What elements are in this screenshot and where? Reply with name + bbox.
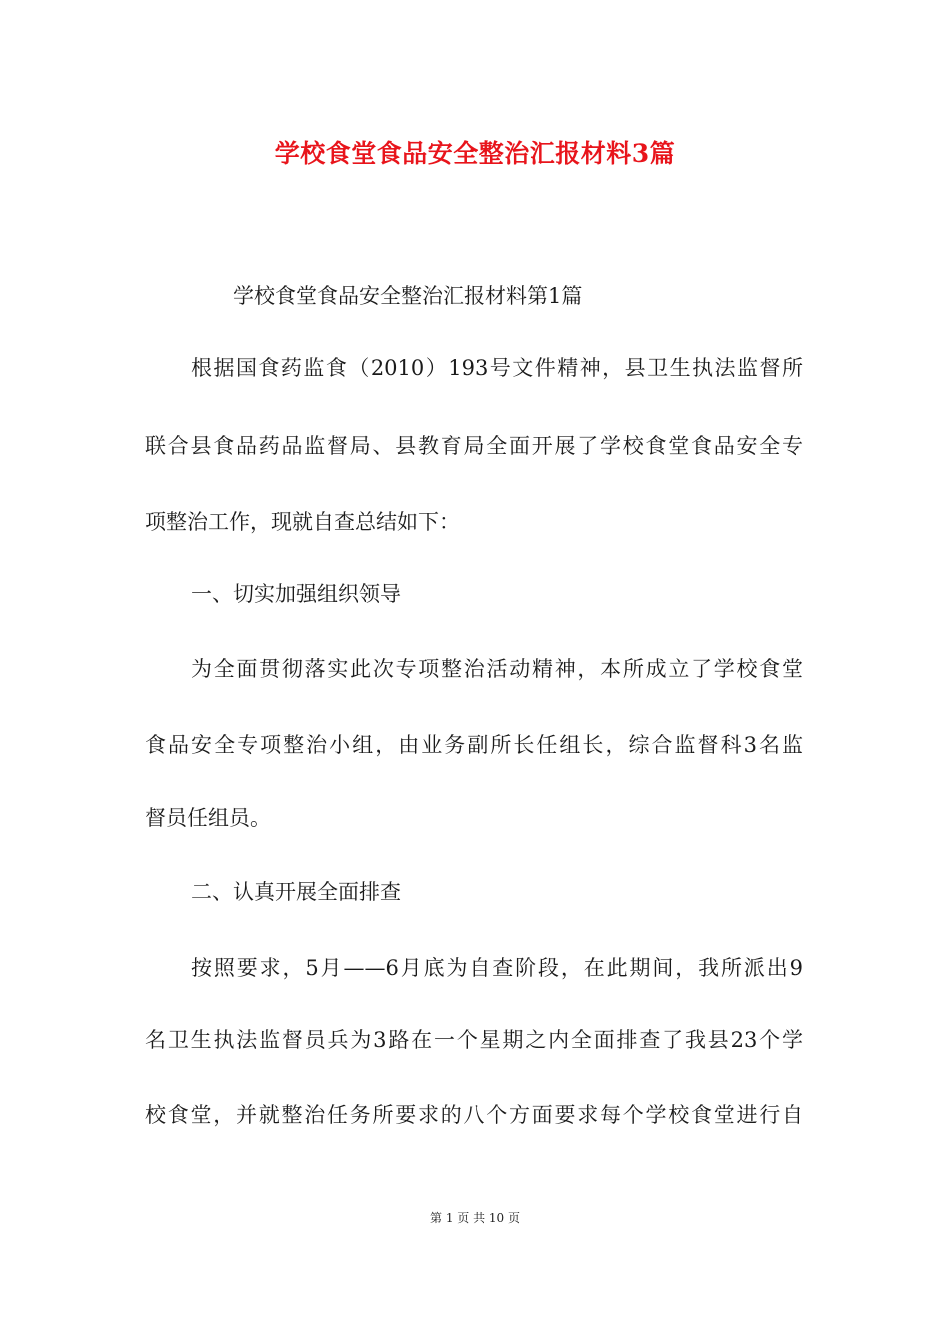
body-line: 根据国食药监食（2010）193号文件精神，县卫生执法监督所	[191, 356, 803, 380]
section-heading: 一、切实加强组织领导	[191, 582, 401, 606]
body-line: 项整治工作，现就自查总结如下：	[145, 510, 460, 534]
body-line: 督员任组员。	[145, 806, 271, 830]
body-line: 按照要求，5月——6月底为自查阶段，在此期间，我所派出9	[191, 956, 803, 980]
body-line: 名卫生执法监督员兵为3路在一个星期之内全面排查了我县23个学	[145, 1028, 803, 1052]
body-line: 校食堂，并就整治任务所要求的八个方面要求每个学校食堂进行自	[145, 1103, 803, 1127]
section-heading: 二、认真开展全面排查	[191, 880, 401, 904]
body-line: 为全面贯彻落实此次专项整治活动精神，本所成立了学校食堂	[191, 657, 803, 681]
body-line: 联合县食品药品监督局、县教育局全面开展了学校食堂食品安全专	[145, 434, 803, 458]
page-footer: 第 1 页 共 10 页	[430, 1211, 520, 1225]
body-line: 食品安全专项整治小组，由业务副所长任组长，综合监督科3名监	[145, 733, 803, 757]
document-title: 学校食堂食品安全整治汇报材料3篇	[274, 139, 676, 168]
document-subtitle: 学校食堂食品安全整治汇报材料第1篇	[233, 284, 583, 308]
